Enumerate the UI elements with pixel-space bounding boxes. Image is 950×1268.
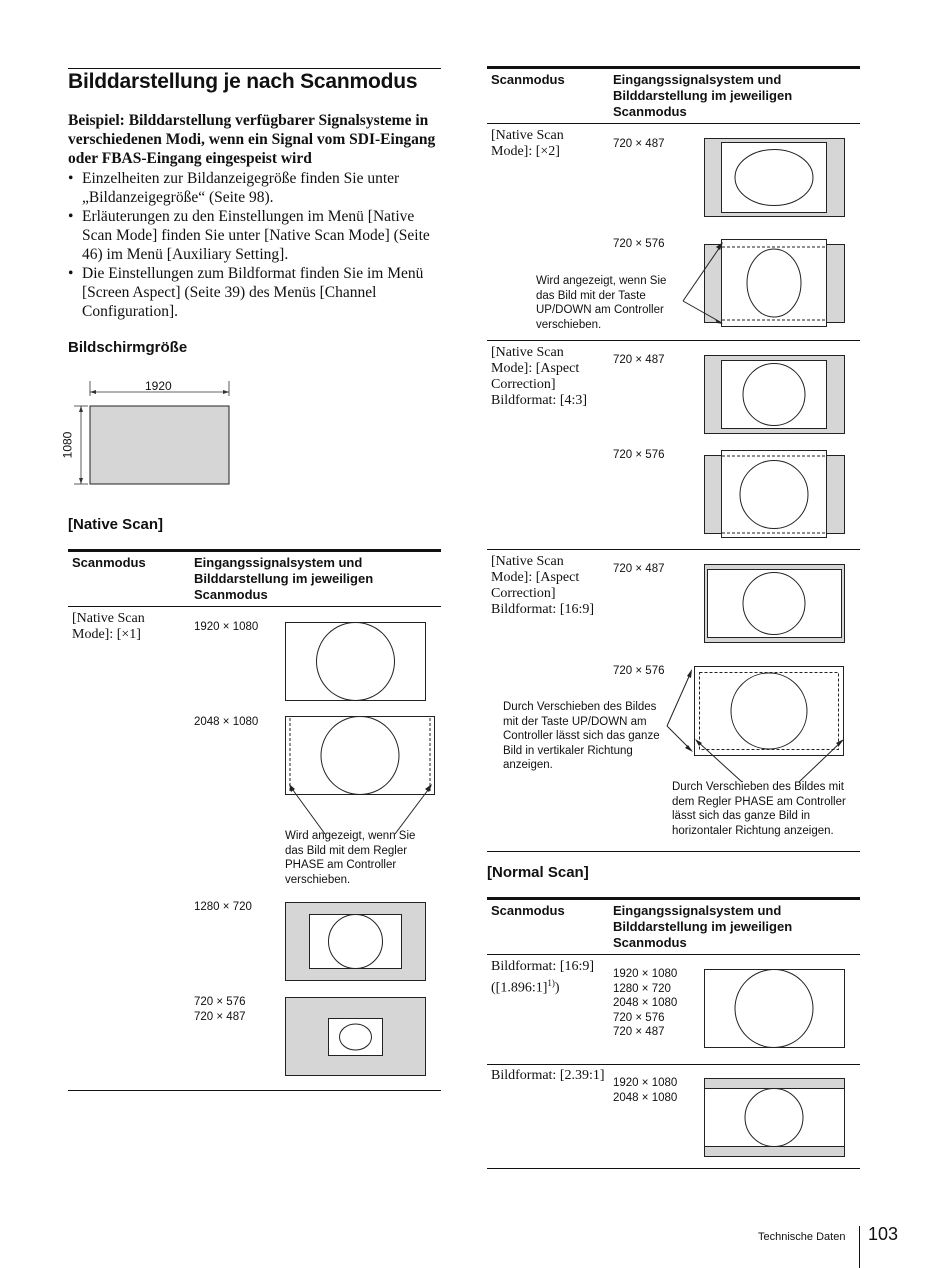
mode-native-x1: [Native Scan Mode]: [×1] (72, 611, 145, 642)
display-diagram-normal-2-39 (704, 1078, 845, 1158)
footer-divider (859, 1226, 860, 1268)
display-diagram-x2-720x487 (704, 138, 845, 218)
normal-scan-heading: [Normal Scan] (487, 864, 589, 881)
mode-aspect-16-9: [Native Scan Mode]: [Aspect Correction] Bildformat: [16:9] (491, 554, 595, 617)
resolution-label: 720 × 576 720 × 487 (194, 996, 246, 1023)
mode-text: ) (554, 980, 560, 996)
display-diagram-16-9-720x487 (704, 564, 845, 644)
table-header-mode: Scanmodus (72, 555, 146, 570)
footnote-marker: 1) (547, 978, 555, 988)
table-header-system: Eingangssignalsystem und Bilddarstellung im jeweiligen Scanmodus (194, 555, 374, 602)
display-diagram-720x576 (285, 997, 426, 1077)
footer-section: Technische Daten (758, 1231, 846, 1243)
screen-size-diagram (66, 378, 236, 490)
display-diagram-1280x720 (285, 902, 426, 981)
bullet-item: • Einzelheiten zur Bildanzeigegröße finden Sie unter „Bildanzeigegröße“ (Seite 98). (68, 169, 446, 207)
table-bottom-rule (487, 1168, 860, 1169)
display-diagram-4-3-720x576 (704, 450, 845, 540)
table-top-rule (68, 549, 441, 552)
table-header-mode: Scanmodus (491, 72, 565, 87)
intro-bullet-list (68, 169, 446, 321)
resolution-label: 1280 × 720 (194, 901, 252, 913)
display-diagram-1920x1080 (285, 622, 426, 701)
table-header-mode: Scanmodus (491, 903, 565, 918)
title-rule (68, 68, 441, 69)
mode-text: Bildformat: [16:9] ([1.896:1] (491, 959, 595, 996)
annotation-horizontal: Durch Verschieben des Bildes mit dem Regler PHASE am Controller lässt sich das ganze Bild in horizontaler Richtung anzeigen. (672, 781, 846, 837)
screen-height-label: 1080 (60, 431, 75, 459)
native-scan-heading: [Native Scan] (68, 516, 164, 533)
resolution-label: 720 × 487 (613, 563, 665, 575)
resolution-label: 720 × 576 (613, 449, 665, 461)
resolution-label: 1920 × 1080 (194, 621, 259, 633)
screen-width-label: 1920 (145, 379, 172, 393)
display-diagram-x2-720x576 (680, 239, 850, 329)
intro-heading: Beispiel: Bilddarstellung verfügbarer Signalsysteme in verschiedenen Modi, wenn ein Signal vom SDI-Eingang oder FBAS-Eingang eingespeist wird (68, 112, 436, 167)
display-diagram-2048x1080 (285, 716, 437, 836)
table-header-rule (68, 606, 441, 607)
annotation-vertical: Durch Verschieben des Bildes mit der Taste UP/DOWN am Controller lässt sich das ganze Bild in vertikaler Richtung anzeigen. (503, 701, 660, 771)
resolution-label: 720 × 576 (613, 238, 665, 250)
mode-bildformat-16-9 (491, 959, 606, 997)
table-header-rule (487, 954, 860, 955)
bullet-item: • Erläuterungen zu den Einstellungen im Menü [Native Scan Mode] finden Sie unter [Native Scan Mode] (Seite 46) im Menü [Auxiliary Setting]. (68, 207, 446, 264)
display-diagram-normal-16-9 (704, 969, 845, 1049)
resolution-label: 720 × 487 (613, 354, 665, 366)
table-header-system: Eingangssignalsystem und Bilddarstellung im jeweiligen Scanmodus (613, 72, 793, 119)
annotation-phase: Wird angezeigt, wenn Sie das Bild mit dem Regler PHASE am Controller verschieben. (285, 830, 416, 886)
screen-size-heading: Bildschirmgröße (68, 339, 188, 356)
page-title: Bilddarstellung je nach Scanmodus (68, 70, 418, 93)
row-divider (487, 340, 860, 341)
row-divider (487, 549, 860, 550)
mode-native-x2: [Native Scan Mode]: [×2] (491, 128, 564, 159)
table-bottom-rule (68, 1090, 441, 1091)
resolution-label: 720 × 576 (613, 665, 665, 677)
table-bottom-rule (487, 851, 860, 852)
table-header-system: Eingangssignalsystem und Bilddarstellung im jeweiligen Scanmodus (613, 903, 793, 950)
display-diagram-4-3-720x487 (704, 355, 845, 435)
mode-bildformat-2-39: Bildformat: [2.39:1] (491, 1068, 605, 1083)
resolution-list: 1920 × 1080 1280 × 720 2048 × 1080 720 × 576 720 × 487 (613, 968, 678, 1038)
resolution-list: 1920 × 1080 2048 × 1080 (613, 1077, 678, 1104)
annotation-updown: Wird angezeigt, wenn Sie das Bild mit der Taste UP/DOWN am Controller verschieben. (536, 275, 667, 331)
mode-aspect-4-3: [Native Scan Mode]: [Aspect Correction] Bildformat: [4:3] (491, 345, 588, 408)
resolution-label: 2048 × 1080 (194, 716, 259, 728)
bullet-item: • Die Einstellungen zum Bildformat finden Sie im Menü [Screen Aspect] (Seite 39) des Menüs [Channel Configuration]. (68, 264, 446, 321)
table-header-rule (487, 123, 860, 124)
table-top-rule (487, 66, 860, 69)
resolution-label: 720 × 487 (613, 138, 665, 150)
display-diagram-16-9-720x576 (664, 666, 854, 786)
table-top-rule (487, 897, 860, 900)
row-divider (487, 1064, 860, 1065)
page-number: 103 (868, 1224, 899, 1244)
